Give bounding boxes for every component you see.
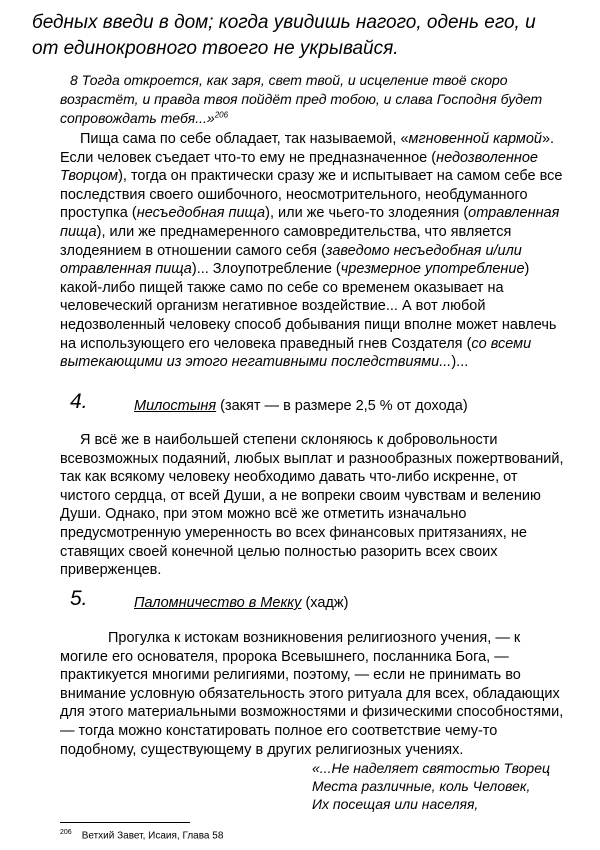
section-title-note: (хадж)	[305, 595, 349, 611]
poem-line: Их посещая или населяя,	[312, 796, 479, 812]
section-title-main: Милостыня	[134, 398, 217, 414]
footnote-text: Ветхий Завет, Исаия, Глава 58	[81, 830, 224, 842]
footnote	[60, 826, 460, 842]
paragraph-pilgrimage: Прогулка к истокам возникновения религиозного учения, — к могиле его основателя, пророка Всевышнего, посланника Бога, — практикуется многими религиями, поэтому, — если не принимать во внимание условную обязательность этого ритуала для всех, обладающих для этого материальными возможностями и физическими способностями, — тогда можно констатировать полное его соответствие чему-то подобному, существующему в других религиозных учениях.	[60, 630, 564, 758]
paragraph-alms: Я всё же в наибольшей степени склоняюсь к добровольности всевозможных подаяний, любых выплат и разнообразных пожертвований, так как всякому человеку необходимо давать что-либо искренне, от чистого сердца, от всей Души, а не вопреки своим чувствам и велению Души. Однако, при этом можно всё же отметить изначально предусмотренную умеренность во всех финансовых притязаниях, не ставящих своей конечной целью полностью разорить всех своих приверженцев.	[60, 432, 564, 579]
footnote-reference: 206	[214, 110, 229, 120]
footnote-divider	[60, 822, 190, 823]
section-title-note: (закят — в размере 2,5 % от дохода)	[220, 398, 468, 414]
section-number: 5.	[70, 587, 88, 610]
poem-line: Места различные, коль Человек,	[312, 778, 531, 794]
section-title	[134, 593, 348, 613]
section-heading-4	[60, 390, 580, 418]
scripture-quote	[60, 71, 570, 128]
section-number: 4.	[70, 390, 88, 413]
paragraph-food-karma: Пища сама по себе обладает, так называемой, «мгновенной кармой». Если человек съедает что-то ему не предназначенное (недозволенное Творцом), тогда он практически сразу же и испытывает на самом себе все последствия своего ошибочного, неосмотрительного, необдуманного проступка (несъедобная пища), или же чьего-то злодеяния (отравленная пища), или же преднамеренного самовредительства, что является злодеянием в отношении самого себя (заведомо несъедобная и/или отравленная пища)... Злоупотребление (чрезмерное употребление) какой-либо пищей также само по себе со временем оказывает на человеческий организм негативное воздействие... А вот любой недозволенный человеку способ добывания пищи вполне может навлечь на использующего его человека праведный гнев Создателя (со всеми вытекающими из этого негативными последствиями...)...	[60, 131, 563, 371]
section-title	[134, 396, 468, 416]
section-title-main: Паломничество в Мекку	[134, 595, 302, 611]
top-verse-line-2: от единокровного твоего не укрывайся.	[32, 38, 399, 59]
poem-excerpt	[312, 759, 582, 813]
top-verse-text	[32, 10, 592, 62]
section-heading-5	[60, 587, 580, 615]
scripture-quote-text: 8 Тогда откроется, как заря, свет твой, и исцеление твоё скоро возрастёт, и правда твоя пойдёт пред тобою, и слава Господня будет сопровождать тебя...»	[60, 72, 543, 126]
poem-line: «...Не наделяет святостью Творец	[312, 760, 551, 776]
top-verse-line-1: бедных введи в дом; когда увидишь нагого, одень его, и	[32, 12, 536, 33]
footnote-number: 206	[60, 829, 72, 836]
